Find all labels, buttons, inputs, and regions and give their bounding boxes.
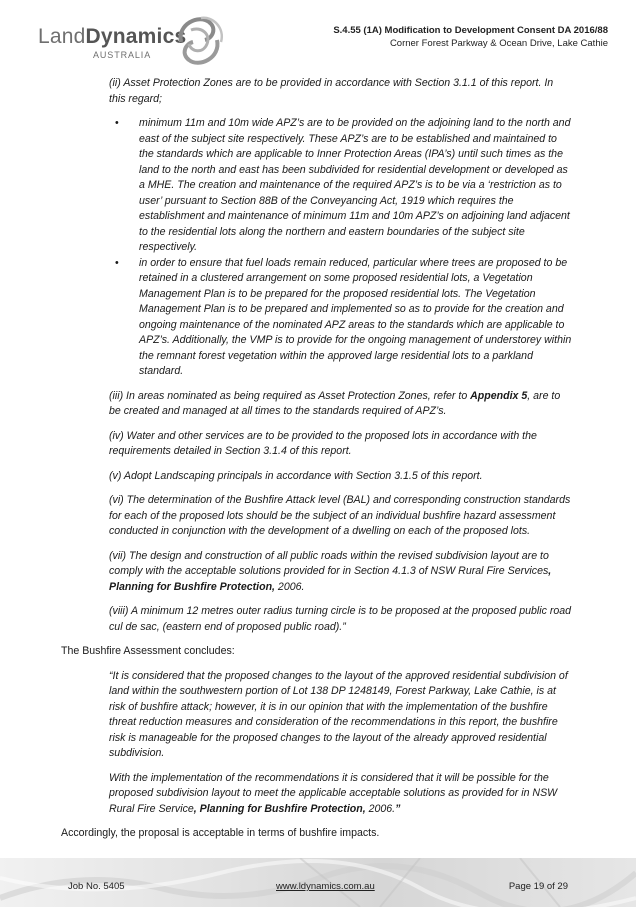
document-reference-title: S.4.55 (1A) Modification to Development Consent DA 2016/88 [333, 25, 608, 36]
item-iii-text-a: (iii) In areas nominated as being required as Asset Protection Zones, refer to [109, 389, 471, 402]
concludes-sentence: The Bushfire Assessment concludes: [61, 645, 235, 657]
item-iv: (iv) Water and other services are to be provided to the proposed lots in accordance with the requirements detailed in Section 3.1.4 of this report. [109, 429, 537, 457]
item-ii: (ii) Asset Protection Zones are to be provided in accordance with Section 3.1.1 of this report. In this regard; [109, 77, 554, 105]
logo-wordmark [38, 25, 186, 49]
item-iii [109, 389, 572, 420]
item-vii [109, 549, 572, 596]
document-reference [333, 24, 608, 50]
logo-swirl-icon [171, 12, 227, 70]
quote-paragraph-2 [109, 771, 572, 818]
document-reference-address: Corner Forest Parkway & Ocean Drive, Lake Cathie [389, 38, 608, 49]
page-number: Page 19 of 29 [508, 881, 568, 892]
item-vii-text-a: (vii) The design and construction of all public roads within the revised subdivision layout are to comply with the acceptable solutions provided for in Section 4.1.3 of NSW Rural Fire Services [109, 549, 549, 577]
quote-2-text-b: 2006. [365, 802, 396, 815]
logo-word-bold: Dynamics [85, 25, 187, 48]
item-vii-text-b: 2006. [274, 580, 305, 593]
conclusion-sentence: Accordingly, the proposal is acceptable in terms of bushfire impacts. [61, 827, 380, 839]
publication-title: , Planning for Bushfire Protection, [109, 565, 552, 593]
landdynamics-logo [38, 12, 218, 72]
closing-quote-mark: ” [395, 802, 401, 815]
bullet-item-apz [109, 116, 572, 256]
item-v: (v) Adopt Landscaping principals in accordance with Section 3.1.5 of this report. [109, 469, 483, 482]
logo-subtitle: AUSTRALIA [93, 50, 152, 60]
quote-paragraph-1: “It is considered that the proposed changes to the layout of the approved residential subdivision of land within the southwestern portion of Lot 138 DP 1248149, Forest Parkway, Lake Cathie, is at risk of bushfire attack; however, it is in our opinion that with the implementation of the bushfire threat reduction measures and consideration of the recommendations in this report, the bushfire risk is manageable for the proposed changes to the layout of the already approved residential subdivision. [109, 669, 568, 759]
item-vi: (vi) The determination of the Bushfire Attack level (BAL) and corresponding construction standards for each of the proposed lots should be the subject of an individual bushfire hazard assessment conducted in conjunction with the development of a dwelling on each of the proposed lots. [109, 494, 571, 537]
page-body [62, 76, 572, 851]
page-footer [0, 858, 636, 907]
publication-title: , Planning for Bushfire Protection, [193, 802, 366, 815]
quote-2-text-a: With the implementation of the recommendations it is considered that it will be possible for the proposed subdivision layout to meet the applicable acceptable solutions as provided for in NSW Rural Fire Service [109, 771, 558, 815]
appendix-reference: Appendix 5 [470, 389, 528, 402]
bullet-text: minimum 11m and 10m wide APZ’s are to be provided on the adjoining land to the north and east of the subject site respectively. These APZ’s are to be established and maintained to the standards which are applicable to Inner Protection Areas (IPA’s) until such times as the land to the north and east has been subdivided for residential development or developed as a MHE. The creation and maintenance of the required APZ’s is to be via a ‘restriction as to user’ pursuant to Section 88B of the Conveyancing Act, 1919 which requires the establishment and maintenance of minimum 11m and 10m APZ’s on adjoining land adjacent to the residential lots along the northern and eastern boundaries of the subject site respectively. [139, 117, 571, 253]
bullet-dot-icon: • [115, 256, 119, 269]
bullet-text: in order to ensure that fuel loads remain reduced, particular where trees are proposed to be retained in a clustered arrangement on some proposed residential lots, a Vegetation Management Plan is to be prepared for the proposed residential lots. The Vegetation Management Plan is to be prepared and implemented so as to provide for the creation and ongoing maintenance of the nominated APZ areas to the standards which are applicable to APZ’s. Additionally, the VMP is to provide for the ongoing management of understorey within the remnant forest vegetation within the approved large residential lots to a parkland standard. [139, 256, 572, 377]
item-viii: (viii) A minimum 12 metres outer radius turning circle is to be proposed at the proposed public road cul de sac, (eastern end of proposed public road).” [109, 605, 572, 633]
logo-word-light: Land [38, 25, 86, 48]
item-iii-text-b: , are to be created and managed at all times to the standards required of APZ’s. [109, 389, 561, 417]
bullet-dot-icon: • [115, 117, 119, 129]
page-header [0, 0, 636, 80]
apz-bullet-list [62, 116, 572, 380]
bullet-item-vmp [109, 256, 572, 380]
job-number: Job No. 5405 [68, 881, 125, 892]
website-link[interactable]: www.ldynamics.com.au [276, 881, 375, 892]
